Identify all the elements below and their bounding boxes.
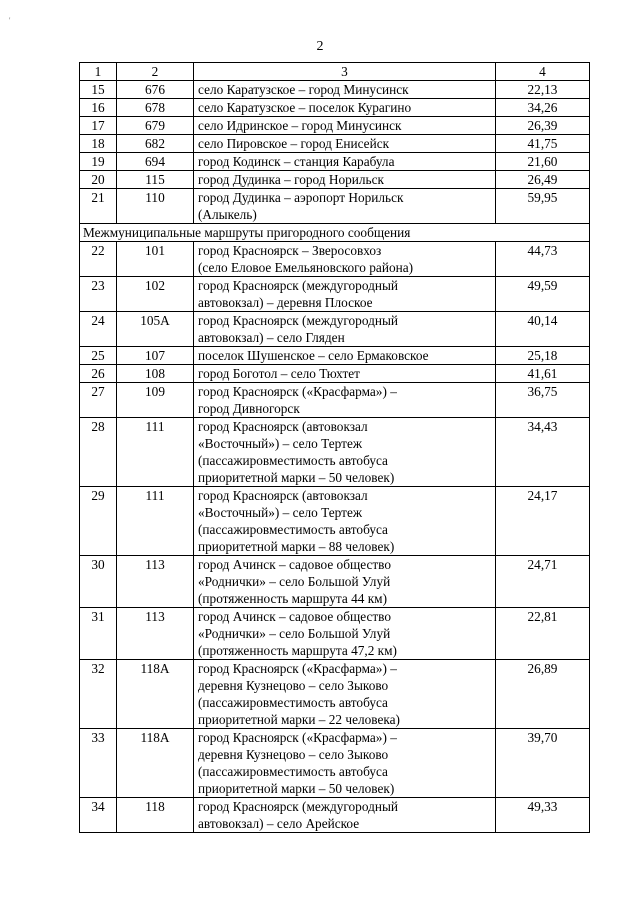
route-value: 24,17 (496, 487, 590, 556)
route-line: «Роднички» – село Большой Улуй (198, 626, 391, 641)
route-line: «Восточный») – село Тертеж (198, 505, 363, 520)
route-description (194, 729, 496, 798)
route-line: город Кодинск – станция Карабула (198, 154, 395, 169)
route-line: приоритетной марки – 50 человек) (198, 781, 395, 796)
row-number: 24 (80, 312, 117, 347)
section-row (80, 224, 590, 242)
route-line: (пассажировместимость автобуса (198, 522, 388, 537)
route-code: 118 (117, 798, 194, 833)
route-code: 679 (117, 117, 194, 135)
route-line: (протяженность маршрута 47,2 км) (198, 643, 397, 658)
route-line: приоритетной марки – 88 человек) (198, 539, 395, 554)
route-line: город Боготол – село Тюхтет (198, 366, 360, 381)
route-line: автовокзал) – деревня Плоское (198, 295, 373, 310)
route-description (194, 487, 496, 556)
route-description (194, 153, 496, 171)
route-value: 40,14 (496, 312, 590, 347)
table-row (80, 135, 590, 153)
row-number: 27 (80, 383, 117, 418)
route-code: 682 (117, 135, 194, 153)
route-description (194, 117, 496, 135)
table-row (80, 798, 590, 833)
route-code: 102 (117, 277, 194, 312)
row-number: 32 (80, 660, 117, 729)
route-line: город Красноярск (междугородный (198, 313, 399, 328)
route-line: город Красноярск («Красфарма») – (198, 384, 397, 399)
route-code: 113 (117, 608, 194, 660)
table-row (80, 81, 590, 99)
route-value: 39,70 (496, 729, 590, 798)
route-value: 34,43 (496, 418, 590, 487)
route-line: (село Еловое Емельяновского района) (198, 260, 414, 275)
route-line: город Красноярск – Зверосовхоз (198, 243, 382, 258)
route-description (194, 81, 496, 99)
route-line: город Красноярск (междугородный (198, 278, 399, 293)
row-number: 16 (80, 99, 117, 117)
route-line: город Красноярск (автовокзал (198, 488, 368, 503)
margin-mark: ' (9, 16, 11, 25)
route-description (194, 418, 496, 487)
table-row (80, 660, 590, 729)
table-row (80, 99, 590, 117)
route-value: 41,61 (496, 365, 590, 383)
row-number: 29 (80, 487, 117, 556)
route-line: приоритетной марки – 22 человека) (198, 712, 400, 727)
row-number: 23 (80, 277, 117, 312)
route-value: 34,26 (496, 99, 590, 117)
route-line: (пассажировместимость автобуса (198, 453, 388, 468)
header-col-3: 3 (194, 63, 496, 81)
route-value: 21,60 (496, 153, 590, 171)
table-row (80, 729, 590, 798)
route-code: 105А (117, 312, 194, 347)
route-line: приоритетной марки – 50 человек) (198, 470, 395, 485)
routes-table (79, 62, 590, 833)
table-row (80, 242, 590, 277)
route-line: (пассажировместимость автобуса (198, 764, 388, 779)
table-row (80, 312, 590, 347)
row-number: 30 (80, 556, 117, 608)
route-line: город Красноярск («Красфарма») – (198, 730, 397, 745)
route-description (194, 608, 496, 660)
route-code: 111 (117, 487, 194, 556)
table-row (80, 347, 590, 365)
route-value: 26,89 (496, 660, 590, 729)
row-number: 28 (80, 418, 117, 487)
route-line: «Роднички» – село Большой Улуй (198, 574, 391, 589)
page-number: 2 (316, 39, 324, 54)
route-line: село Идринское – город Минусинск (198, 118, 402, 133)
row-number: 17 (80, 117, 117, 135)
route-code: 678 (117, 99, 194, 117)
route-description (194, 347, 496, 365)
route-code: 109 (117, 383, 194, 418)
route-line: город Красноярск (междугородный (198, 799, 399, 814)
row-number: 26 (80, 365, 117, 383)
row-number: 20 (80, 171, 117, 189)
route-description (194, 383, 496, 418)
route-line: город Дудинка – аэропорт Норильск (198, 190, 404, 205)
route-line: город Дудинка – город Норильск (198, 172, 384, 187)
row-number: 31 (80, 608, 117, 660)
row-number: 15 (80, 81, 117, 99)
route-code: 118А (117, 729, 194, 798)
route-value: 22,81 (496, 608, 590, 660)
table-row (80, 171, 590, 189)
route-line: «Восточный») – село Тертеж (198, 436, 363, 451)
route-line: город Ачинск – садовое общество (198, 557, 391, 572)
section-title: Межмуниципальные маршруты пригородного сообщения (80, 224, 590, 242)
route-value: 26,49 (496, 171, 590, 189)
route-line: автовокзал) – село Гляден (198, 330, 345, 345)
header-col-4: 4 (496, 63, 590, 81)
table-row (80, 556, 590, 608)
route-description (194, 312, 496, 347)
route-code: 108 (117, 365, 194, 383)
row-number: 19 (80, 153, 117, 171)
route-code: 118А (117, 660, 194, 729)
route-value: 59,95 (496, 189, 590, 224)
route-code: 107 (117, 347, 194, 365)
route-description (194, 189, 496, 224)
row-number: 22 (80, 242, 117, 277)
table-row (80, 418, 590, 487)
route-line: (пассажировместимость автобуса (198, 695, 388, 710)
row-number: 18 (80, 135, 117, 153)
route-value: 41,75 (496, 135, 590, 153)
route-code: 113 (117, 556, 194, 608)
route-line: город Красноярск («Красфарма») – (198, 661, 397, 676)
route-description (194, 660, 496, 729)
table-row (80, 365, 590, 383)
route-line: автовокзал) – село Арейское (198, 816, 360, 831)
route-description (194, 242, 496, 277)
route-line: город Красноярск (автовокзал (198, 419, 368, 434)
route-code: 115 (117, 171, 194, 189)
header-col-1: 1 (80, 63, 117, 81)
route-code: 101 (117, 242, 194, 277)
route-description (194, 135, 496, 153)
header-col-2: 2 (117, 63, 194, 81)
route-line: (Алыкель) (198, 207, 257, 222)
route-code: 676 (117, 81, 194, 99)
route-description (194, 171, 496, 189)
route-value: 36,75 (496, 383, 590, 418)
route-line: село Каратузское – город Минусинск (198, 82, 409, 97)
table-row (80, 383, 590, 418)
table-row (80, 487, 590, 556)
route-line: деревня Кузнецово – село Зыково (198, 747, 389, 762)
route-code: 110 (117, 189, 194, 224)
route-value: 49,59 (496, 277, 590, 312)
route-description (194, 365, 496, 383)
row-number: 25 (80, 347, 117, 365)
row-number: 33 (80, 729, 117, 798)
route-description (194, 798, 496, 833)
route-line: село Каратузское – поселок Курагино (198, 100, 412, 115)
table-row (80, 117, 590, 135)
table-row (80, 277, 590, 312)
table-row (80, 608, 590, 660)
route-line: город Ачинск – садовое общество (198, 609, 391, 624)
route-description (194, 556, 496, 608)
route-code: 694 (117, 153, 194, 171)
route-description (194, 277, 496, 312)
route-line: село Пировское – город Енисейск (198, 136, 390, 151)
table-row (80, 189, 590, 224)
table-header-row (80, 63, 590, 81)
route-line: (протяженность маршрута 44 км) (198, 591, 388, 606)
route-value: 25,18 (496, 347, 590, 365)
route-value: 44,73 (496, 242, 590, 277)
row-number: 34 (80, 798, 117, 833)
route-description (194, 99, 496, 117)
route-line: город Дивногорск (198, 401, 300, 416)
route-value: 22,13 (496, 81, 590, 99)
route-line: деревня Кузнецово – село Зыково (198, 678, 389, 693)
route-line: поселок Шушенское – село Ермаковское (198, 348, 429, 363)
table-body (80, 81, 590, 833)
route-code: 111 (117, 418, 194, 487)
route-value: 49,33 (496, 798, 590, 833)
row-number: 21 (80, 189, 117, 224)
route-value: 24,71 (496, 556, 590, 608)
route-value: 26,39 (496, 117, 590, 135)
table-row (80, 153, 590, 171)
